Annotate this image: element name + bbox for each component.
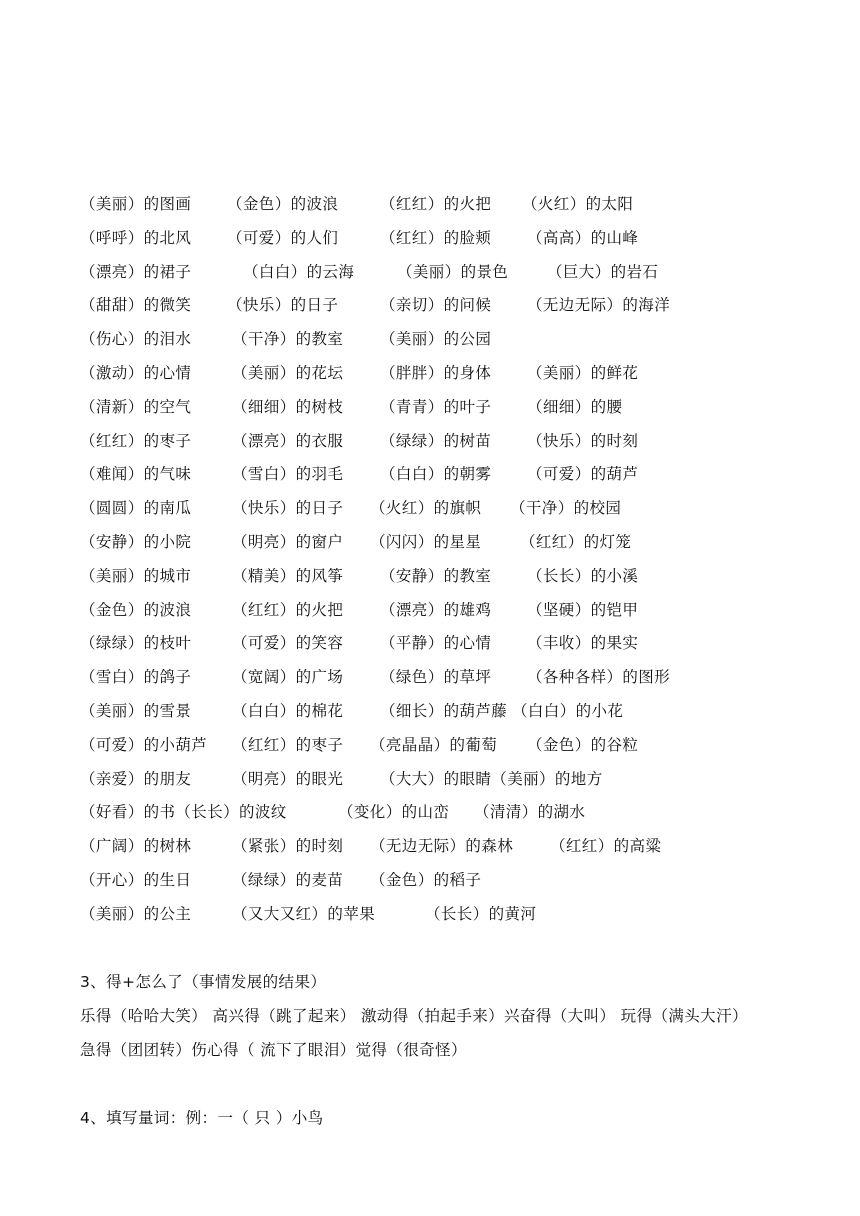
phrase-item: （安静）的小院 — [80, 532, 192, 551]
phrase-item: （各种各样）的图形 — [527, 668, 671, 687]
phrase-item: （绿色）的草坪 — [380, 668, 492, 687]
phrase-item: （高高）的山峰 — [527, 228, 639, 247]
phrase-item: （漂亮）的衣服 — [232, 431, 344, 450]
phrase-list — [80, 188, 840, 932]
phrase-item: （伤心）的泪水 — [80, 330, 192, 349]
section-3-line-1: 乐得（哈哈大笑） 高兴得（跳了起来） 激动得（拍起手来）兴奋得（大叫） 玩得（满头大汗） — [80, 1007, 748, 1025]
phrase-item: （红红）的火把 — [232, 600, 344, 619]
phrase-row — [80, 627, 840, 661]
phrase-item: （精美）的风筝 — [232, 566, 344, 585]
phrase-item: （变化）的山峦 — [338, 803, 450, 822]
phrase-item: （雪白）的羽毛 — [232, 465, 344, 484]
phrase-item: （白白）的小花 — [512, 701, 624, 720]
phrase-item: （火红）的太阳 — [522, 195, 634, 213]
phrase-item: （闪闪）的星星 — [370, 532, 482, 551]
phrase-row — [80, 357, 840, 391]
phrase-item: （可爱）的笑容 — [232, 634, 344, 653]
phrase-row — [80, 391, 840, 425]
phrase-item: （红红）的火把 — [380, 195, 492, 213]
phrase-item: （安静）的教室 — [380, 566, 492, 585]
phrase-item: （又大又红）的苹果 — [232, 904, 376, 923]
phrase-item: （美丽）的雪景 — [80, 701, 192, 720]
phrase-item: （金色）的波浪 — [80, 600, 192, 619]
phrase-item: （甜甜）的微笑 — [80, 296, 192, 315]
section-3-title: 3、得+怎么了（事情发展的结果） — [80, 973, 327, 991]
phrase-item: （圆圆）的南瓜 — [80, 499, 192, 518]
phrase-item: （开心）的生日 — [80, 870, 192, 889]
phrase-item: （广阔）的树林 — [80, 837, 192, 856]
phrase-item: （可爱）的小葫芦 — [80, 735, 208, 754]
section-3-line-2: 急得（团团转）伤心得（ 流下了眼泪）觉得（很奇怪） — [80, 1041, 467, 1059]
phrase-item: （美丽）的公园 — [380, 330, 492, 349]
phrase-item: （快乐）的日子 — [232, 499, 344, 518]
phrase-item: （无边无际）的森林 — [370, 837, 514, 856]
phrase-item: （白白）的棉花 — [232, 701, 344, 720]
phrase-item: （大大）的眼睛（美丽）的地方 — [380, 769, 603, 788]
phrase-item: （亲爱）的朋友 — [80, 769, 192, 788]
phrase-row — [80, 222, 840, 256]
phrase-item: （激动）的心情 — [80, 363, 192, 382]
phrase-item: （红红）的枣子 — [232, 735, 344, 754]
phrase-item: （明亮）的眼光 — [232, 769, 344, 788]
phrase-row — [80, 425, 840, 459]
phrase-item: （绿绿）的树苗 — [380, 431, 492, 450]
phrase-item: （胖胖）的身体 — [380, 363, 492, 382]
phrase-item: （美丽）的公主 — [80, 904, 192, 923]
phrase-item: （美丽）的城市 — [80, 566, 192, 585]
phrase-item: （红红）的枣子 — [80, 431, 192, 450]
phrase-item: （金色）的谷粒 — [527, 735, 639, 754]
phrase-item: （难闻）的气味 — [80, 465, 192, 484]
phrase-item: （呼呼）的北风 — [80, 228, 192, 247]
phrase-item: （巨大）的岩石 — [547, 262, 659, 281]
phrase-item: （漂亮）的裙子 — [80, 262, 192, 281]
phrase-item: （红红）的脸颊 — [380, 228, 492, 247]
phrase-row — [80, 661, 840, 695]
phrase-row — [80, 594, 840, 628]
phrase-item: （美丽）的景色 — [397, 262, 509, 281]
phrase-row — [80, 188, 840, 222]
phrase-row — [80, 695, 840, 729]
phrase-row — [80, 458, 840, 492]
phrase-item: （火红）的旗帜 — [370, 499, 482, 518]
phrase-item: （快乐）的时刻 — [527, 431, 639, 450]
phrase-item: （干净）的校园 — [510, 499, 622, 518]
phrase-row — [80, 492, 840, 526]
phrase-item: （白白）的云海 — [243, 262, 355, 281]
phrase-item: （细细）的树枝 — [232, 397, 344, 416]
phrase-item: （红红）的高粱 — [550, 837, 662, 856]
phrase-item: （清清）的湖水 — [474, 803, 586, 822]
phrase-item: （干净）的教室 — [232, 330, 344, 349]
phrase-item: （绿绿）的枝叶 — [80, 634, 192, 653]
phrase-row — [80, 830, 840, 864]
phrase-row — [80, 898, 840, 932]
phrase-item: （细细）的腰 — [527, 397, 623, 416]
phrase-item: （红红）的灯笼 — [520, 532, 632, 551]
phrase-item: （绿绿）的麦苗 — [232, 870, 344, 889]
phrase-item: （美丽）的花坛 — [232, 363, 344, 382]
phrase-row — [80, 796, 840, 830]
phrase-item: （青青）的叶子 — [380, 397, 492, 416]
phrase-row — [80, 289, 840, 323]
phrase-item: （长长）的黄河 — [425, 904, 537, 923]
phrase-item: （好看）的书（长长）的波纹 — [80, 803, 287, 822]
phrase-row — [80, 864, 840, 898]
phrase-item: （金色）的波浪 — [227, 195, 339, 213]
phrase-row — [80, 256, 840, 290]
phrase-item: （快乐）的日子 — [227, 296, 339, 315]
phrase-item: （无边无际）的海洋 — [527, 296, 671, 315]
phrase-item: （可爱）的人们 — [227, 228, 339, 247]
phrase-item: （坚硬）的铠甲 — [527, 600, 639, 619]
phrase-row — [80, 526, 840, 560]
phrase-item: （雪白）的鸽子 — [80, 668, 192, 687]
phrase-row — [80, 763, 840, 797]
phrase-item: （明亮）的窗户 — [232, 532, 344, 551]
phrase-item: （长长）的小溪 — [527, 566, 639, 585]
phrase-item: （宽阔）的广场 — [232, 668, 344, 687]
phrase-item: （漂亮）的雄鸡 — [380, 600, 492, 619]
phrase-item: （白白）的朝雾 — [380, 465, 492, 484]
phrase-item: （细长）的葫芦藤 — [380, 701, 508, 720]
phrase-item: （美丽）的图画 — [80, 195, 192, 213]
phrase-item: （丰收）的果实 — [527, 634, 639, 653]
phrase-item: （可爱）的葫芦 — [527, 465, 639, 484]
phrase-row — [80, 560, 840, 594]
phrase-item: （金色）的稻子 — [370, 870, 482, 889]
section-4-title: 4、填写量词：例：一（ 只 ）小鸟 — [80, 1109, 324, 1127]
phrase-item: （平静）的心情 — [380, 634, 492, 653]
phrase-item: （亲切）的问候 — [380, 296, 492, 315]
phrase-item: （清新）的空气 — [80, 397, 192, 416]
phrase-item: （亮晶晶）的葡萄 — [370, 735, 498, 754]
phrase-row — [80, 729, 840, 763]
phrase-row — [80, 323, 840, 357]
phrase-item: （紧张）的时刻 — [232, 837, 344, 856]
phrase-item: （美丽）的鲜花 — [527, 363, 639, 382]
